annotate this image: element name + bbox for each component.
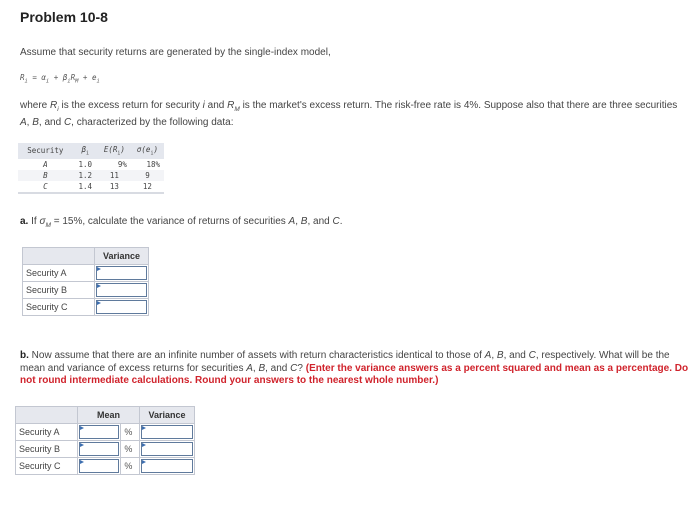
formula-alpha: α	[41, 73, 46, 82]
var-c: C	[63, 117, 72, 128]
data-table-header-row	[18, 143, 164, 159]
variance-cell	[95, 299, 149, 316]
variance-cell	[95, 265, 149, 282]
sub: i	[85, 150, 89, 157]
var-b: B	[258, 362, 266, 374]
sub: M	[45, 222, 51, 229]
var-b: B	[32, 117, 39, 128]
variance-cell	[140, 424, 195, 441]
var-c: C	[290, 362, 298, 374]
text: ,	[26, 117, 33, 128]
variance-cell	[140, 458, 195, 475]
formula-eq: =	[27, 73, 42, 82]
cell-beta: 1.0	[73, 159, 98, 170]
text: ,	[491, 350, 497, 361]
text: is the excess return for security	[58, 100, 203, 111]
cell-sigma: 9	[131, 170, 164, 181]
text: Now assume that there are an infinite number of assets with return characteristics identical to those of	[28, 350, 485, 361]
formula-sub: i	[24, 78, 28, 85]
formula-plus: +	[78, 73, 92, 82]
variance-input-security-c[interactable]	[141, 459, 193, 473]
text: ,	[252, 362, 259, 374]
variance-input-security-b[interactable]	[96, 283, 147, 297]
variance-input-security-a[interactable]	[141, 425, 193, 439]
paren: )	[120, 145, 125, 154]
table-row	[23, 265, 149, 282]
cell-expected-return: 13	[98, 181, 131, 193]
text: If	[28, 216, 40, 227]
intro-text: Assume that security returns are generated by the single-index model,	[20, 47, 331, 58]
text: , characterized by the following data:	[71, 117, 234, 128]
sub: M	[234, 106, 240, 113]
input-wrap	[141, 459, 193, 473]
row-label: Security A	[23, 265, 95, 282]
text: ,	[295, 216, 301, 227]
question-label: b.	[20, 350, 29, 361]
text: , and	[38, 117, 64, 128]
input-wrap	[141, 425, 193, 439]
cell-expected-return: 11	[98, 170, 131, 181]
table-row	[23, 282, 149, 299]
security-data-table	[18, 143, 164, 194]
var-a: A	[288, 216, 296, 227]
input-wrap	[96, 266, 147, 280]
text: .	[339, 216, 343, 227]
row-label: Security B	[23, 282, 95, 299]
formula-sub: i	[45, 78, 50, 85]
cell-security: C	[18, 181, 73, 193]
header-security: Security	[18, 143, 73, 159]
flag-icon	[97, 284, 101, 288]
answer-table-a-header	[23, 248, 149, 265]
header-variance: Variance	[140, 407, 195, 424]
var-c: C	[528, 350, 536, 361]
text: , and	[265, 362, 291, 374]
flag-icon	[142, 426, 146, 430]
variance-input-security-b[interactable]	[141, 442, 193, 456]
variance-cell	[140, 441, 195, 458]
mean-cell	[78, 441, 121, 458]
var-a: A	[20, 117, 27, 128]
formula-plus: +	[49, 73, 63, 82]
text: , respectively. What will be the mean and variance of excess returns for securities	[20, 350, 670, 374]
sub: i	[117, 150, 121, 157]
input-wrap	[79, 459, 119, 473]
text: , and	[503, 350, 529, 361]
var-c: C	[332, 216, 340, 227]
empty-header	[16, 407, 78, 424]
question-label: a.	[20, 216, 29, 227]
text: ?	[297, 362, 306, 374]
table-row	[16, 458, 195, 475]
var-rm: R	[227, 100, 235, 111]
flag-icon	[142, 443, 146, 447]
cell-security: B	[18, 170, 73, 181]
text: where	[20, 100, 51, 111]
percent-unit: %	[121, 441, 140, 458]
answer-table-b	[15, 406, 195, 475]
text: , and	[307, 216, 333, 227]
header-beta	[73, 143, 98, 159]
answer-instructions: (Enter the variance answers as a percent squared and mean as a percentage. Do not round intermediate calculations. Round your answers to the nearest whole number.)	[20, 362, 689, 386]
sub: i	[150, 150, 154, 157]
text: and	[204, 100, 228, 111]
answer-table-b-header	[16, 407, 195, 424]
table-row	[18, 159, 164, 170]
cell-beta: 1.4	[73, 181, 98, 193]
mean-input-security-b[interactable]	[79, 442, 119, 456]
variance-input-security-c[interactable]	[96, 300, 147, 314]
var-a: A	[246, 362, 253, 374]
single-index-formula	[20, 73, 100, 85]
page-title: Problem 10-8	[20, 9, 108, 25]
var-r: R	[50, 100, 58, 111]
percent-unit: %	[121, 424, 140, 441]
flag-icon	[97, 301, 101, 305]
table-row	[18, 181, 164, 193]
formula-sub: i	[96, 78, 100, 85]
mean-input-security-a[interactable]	[79, 425, 119, 439]
text: is the market's excess return. The risk-free rate is 4%. Suppose also that there are three securities	[239, 100, 678, 111]
input-wrap	[141, 442, 193, 456]
sigma-symbol: σ	[39, 216, 46, 227]
table-row	[23, 299, 149, 316]
mean-cell	[78, 458, 121, 475]
description-paragraph	[20, 99, 685, 129]
formula-sub: i	[67, 78, 71, 85]
flag-icon	[80, 460, 84, 464]
row-label: Security B	[16, 441, 78, 458]
var-a: A	[484, 350, 492, 361]
percent-unit: %	[121, 458, 140, 475]
cell-sigma: 18%	[131, 159, 164, 170]
var-i: i	[202, 100, 205, 111]
text: = 15%, calculate the variance of returns of securities	[50, 216, 289, 227]
formula-r: R	[20, 73, 25, 82]
mean-input-security-c[interactable]	[79, 459, 119, 473]
formula-rm: R	[70, 73, 76, 82]
header-expected-return	[98, 143, 131, 159]
variance-input-security-a[interactable]	[96, 266, 147, 280]
input-wrap	[96, 300, 147, 314]
variance-cell	[95, 282, 149, 299]
cell-beta: 1.2	[73, 170, 98, 181]
table-row	[18, 170, 164, 181]
header-variance: Variance	[95, 248, 149, 265]
header-sigma	[131, 143, 164, 159]
row-label: Security C	[16, 458, 78, 475]
paren: )	[153, 145, 158, 154]
flag-icon	[80, 443, 84, 447]
input-wrap	[79, 425, 119, 439]
cell-expected-return: 9%	[98, 159, 131, 170]
flag-icon	[97, 267, 101, 271]
flag-icon	[80, 426, 84, 430]
sigma-text: σ(e	[136, 145, 151, 154]
table-row	[16, 441, 195, 458]
flag-icon	[142, 460, 146, 464]
row-label: Security A	[16, 424, 78, 441]
cell-security: A	[18, 159, 73, 170]
sub: i	[57, 106, 59, 113]
beta-symbol: β	[81, 145, 86, 154]
var-b: B	[300, 216, 308, 227]
input-wrap	[79, 442, 119, 456]
formula-sub: M	[75, 78, 79, 85]
question-b	[20, 350, 690, 388]
input-wrap	[96, 283, 147, 297]
question-a	[20, 216, 343, 229]
var-b: B	[496, 350, 504, 361]
er-text: E(R	[103, 145, 118, 154]
table-row	[16, 424, 195, 441]
row-label: Security C	[23, 299, 95, 316]
empty-header	[23, 248, 95, 265]
cell-sigma: 12	[131, 181, 164, 193]
formula-e: e	[91, 73, 97, 82]
header-mean: Mean	[78, 407, 140, 424]
formula-beta: β	[62, 73, 68, 82]
mean-cell	[78, 424, 121, 441]
answer-table-a	[22, 247, 149, 316]
